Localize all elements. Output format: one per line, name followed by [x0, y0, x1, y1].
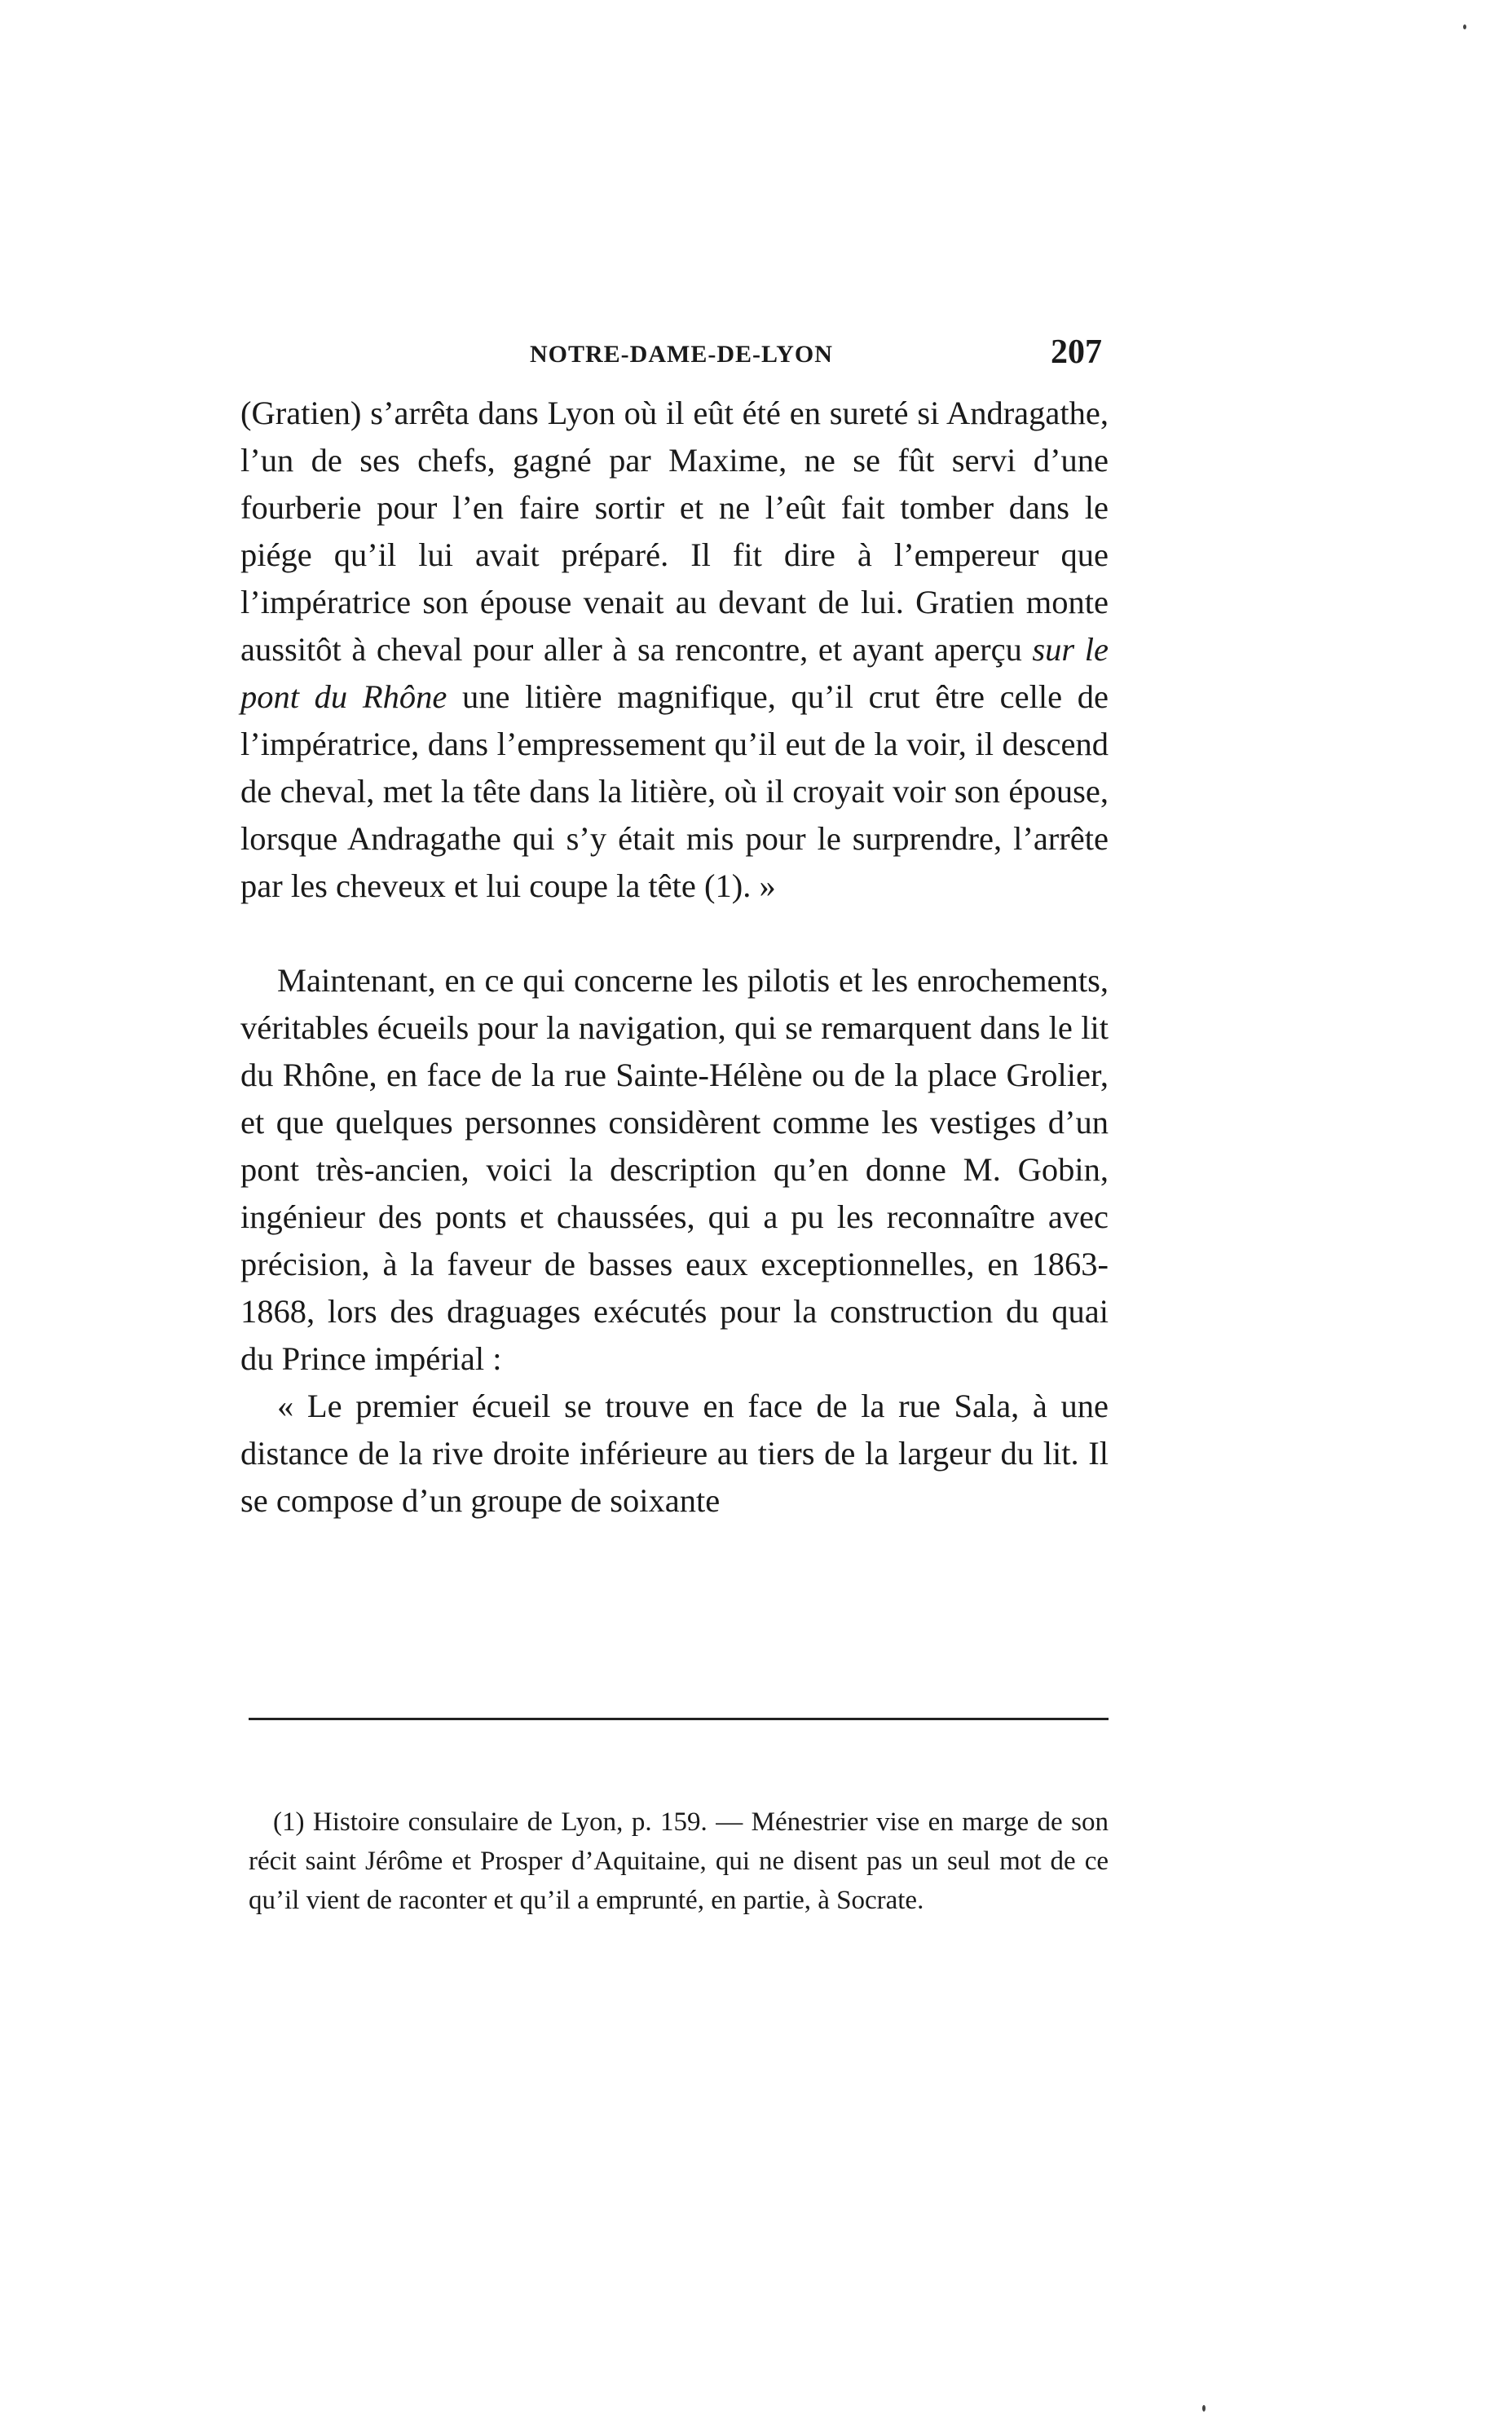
footnote-rule: [249, 1718, 1109, 1720]
scan-speck: [1202, 2405, 1206, 2412]
paragraph-1-italic: sur le pont du Rhône: [240, 631, 1109, 715]
paragraph-1-text-b: une litière magnifique, qu’il crut être celle de l’impératrice, dans l’empressement qu’il eut de la voir, il descend de cheval, met la tête dans la litière, où il croyait voir son épouse, lorsque Andragathe qui s’y était mis pour le surprendre, l’arrête par les cheveux et lui coupe la tête (1). »: [240, 678, 1109, 904]
running-title: NOTRE-DAME-DE-LYON: [530, 341, 833, 368]
scan-speck: [1463, 24, 1466, 29]
paragraph-1-text-a: (Gratien) s’arrêta dans Lyon où il eût été en sureté si Andragathe, l’un de ses chefs, gagné par Maxime, ne se fût servi d’une fourberie pour l’en faire sortir et ne l’eût fait tomber dans le piége qu’il lui avait préparé. Il fit dire à l’empereur que l’impératrice son épouse venait au devant de lui. Gratien monte aussitôt à cheval pour aller à sa rencontre, et ayant aperçu: [240, 395, 1109, 668]
paragraph-2: Maintenant, en ce qui concerne les pilotis et les enrochements, véritables écueils pour la navigation, qui se remarquent dans le lit du Rhône, en face de la rue Sainte-Hélène ou de la place Grolier, et que quelques personnes considèrent comme les vestiges d’un pont très-ancien, voici la description qu’en donne M. Gobin, ingénieur des ponts et chaussées, qui a pu les reconnaître avec précision, à la faveur de basses eaux exceptionnelles, en 1863-1868, lors des draguages exécutés pour la construction du quai du Prince impérial :: [240, 962, 1109, 1377]
running-head: [240, 333, 1109, 382]
paragraph-3-quote: « Le premier écueil se trouve en face de la rue Sala, à une distance de la rive droite inférieure au tiers de la largeur du lit. Il se compose d’un groupe de soixante: [240, 1388, 1109, 1519]
page-number: 207: [1051, 333, 1102, 371]
paragraph-1: [240, 390, 1109, 910]
footnote: (1) Histoire consulaire de Lyon, p. 159. — Ménestrier vise en marge de son récit saint Jérôme et Prosper d’Aquitaine, qui ne disent pas un seul mot de ce qu’il vient de raconter et qu’il a emprunté, en partie, à Socrate.: [249, 1807, 1109, 1915]
body-text: [240, 390, 1109, 1525]
